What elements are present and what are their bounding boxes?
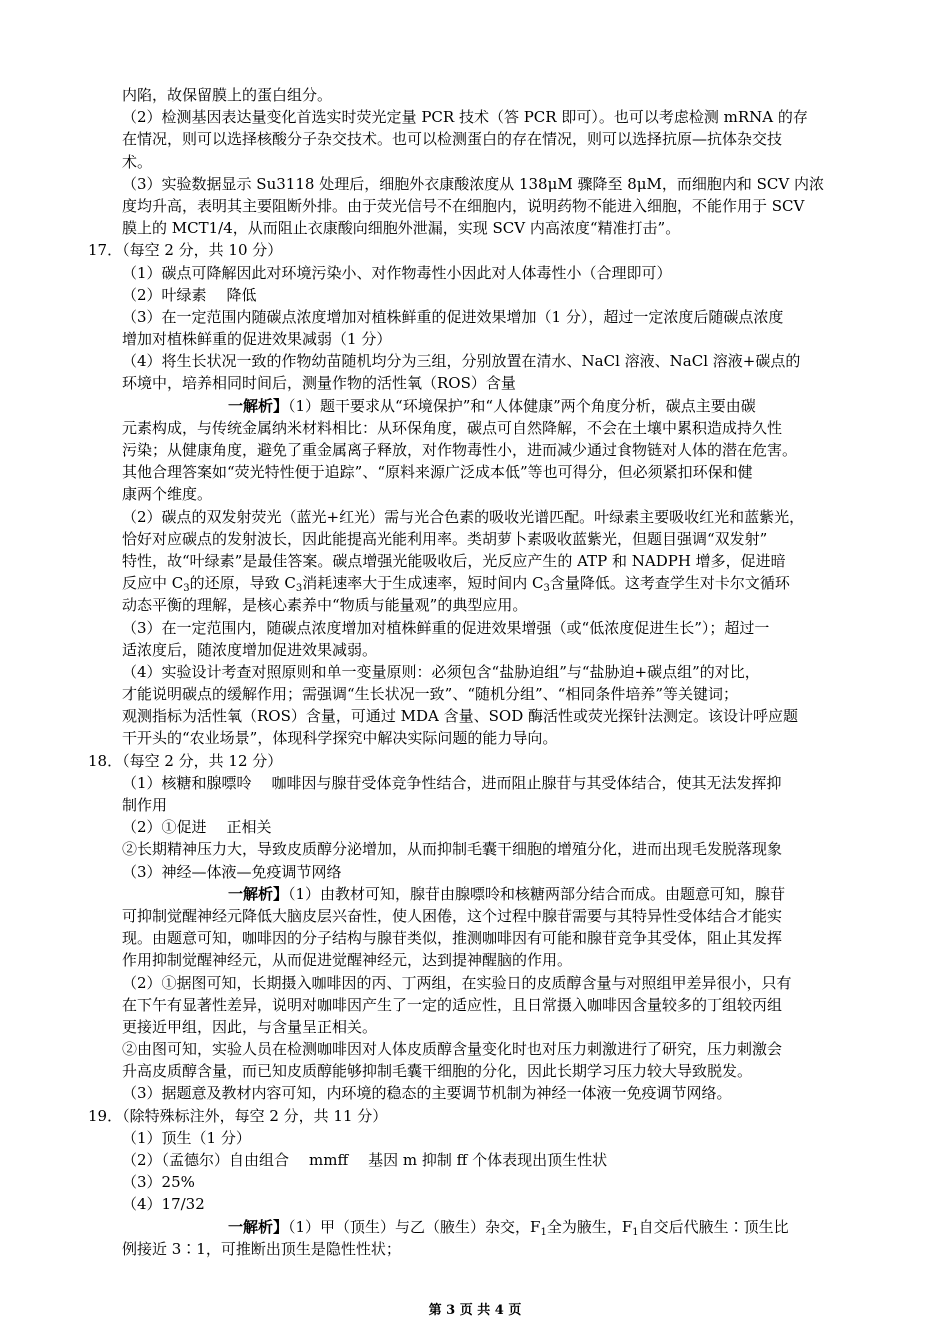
question-19-heading: 19．（除特殊标注外，每空 2 分，共 11 分）	[88, 1106, 388, 1125]
text-line: 污染；从健康角度，避免了重金属离子释放，对作物毒性小，进而减少通过食物链对人体的潜在危害。	[122, 441, 798, 459]
answer-part: （2）（孟德尔）自由组合	[122, 1151, 290, 1169]
text-line: 膜上的 MCT1/4，从而阻止衣康酸向细胞外泄漏，实现 SCV 内高浓度“精准打击”。	[122, 219, 681, 238]
analysis-line	[88, 395, 863, 417]
analysis-line	[88, 883, 863, 905]
text-line: （2）检测基因表达量变化首选实时荧光定量 PCR 技术（答 PCR 即可）。也可以考虑检测 mRNA 的存	[122, 108, 808, 127]
analysis-text: （1）由教材可知，腺苷由腺嘌呤和核糖两部分结合而成。由题意可知，腺苷	[288, 884, 786, 903]
text-line	[88, 1149, 863, 1171]
text-line: 增加对植株鲜重的促进效果减弱（1 分）	[122, 330, 392, 349]
text-line: （3）据题意及教材内容可知，内环境的稳态的主要调节机制为神经一体液一免疫调节网络。	[122, 1084, 732, 1103]
text-line: 作用抑制觉醒神经元，从而促进觉醒神经元，达到提神醒脑的作用。	[122, 951, 573, 970]
text-line: （3）实验数据显示 Su3118 处理后，细胞外衣康酸浓度从 138μM 骤降至 8μM，而细胞内和 SCV 内浓	[122, 174, 825, 193]
answer-body	[88, 84, 863, 1260]
text-line: （1）碳点可降解因此对环境污染小、对作物毒性小因此对人体毒性小（合理即可）	[122, 263, 672, 282]
text-line: 度均升高，表明其主要阻断外排。由于荧光信号不在细胞内，说明药物不能进入细胞，不能作用于 SCV	[122, 196, 805, 215]
answer-part: （2）①促进	[122, 818, 207, 837]
text-line: （3）25%	[122, 1173, 195, 1192]
answer-part: （2）叶绿素	[122, 285, 207, 304]
text-line: （2）①据图可知，长期摄入咖啡因的丙、丁两组，在实验日的皮质醇含量与对照组甲差异很小，只有	[122, 973, 792, 992]
text-line	[88, 772, 863, 794]
answer-part: （1）核糖和腺嘌呤	[122, 773, 252, 792]
text-line: 康两个维度。	[122, 485, 213, 504]
answer-part: 降低	[226, 285, 257, 304]
text-line: 在下午有显著性差异，说明对咖啡因产生了一定的适应性，且日常摄入咖啡因含量较多的丁组较丙组	[122, 995, 783, 1014]
text-line: 其他合理答案如“荧光特性便于追踪”、“原料来源广泛成本低”等也可得分，但必须紧扣环保和健	[122, 463, 753, 482]
text-line: 内陷，故保留膜上的蛋白组分。	[122, 86, 333, 104]
answer-part: 咖啡因与腺苷受体竞争性结合，进而阻止腺苷与其受体结合，使其无法发挥抑	[271, 773, 782, 792]
text-line: （1）顶生（1 分）	[122, 1128, 251, 1147]
text-line: 现。由题意可知，咖啡因的分子结构与腺苷类似，推测咖啡因有可能和腺苷竞争其受体，阻止其发挥	[122, 929, 783, 948]
analysis-line: 一解析】（1）甲（顶生）与乙（腋生）杂交，$F_1$全为腋生，$F_1$自交后代腋生∶顶生比	[228, 1217, 789, 1238]
text-line: 恰好对应碳点的发射波长，因此能提高光能利用率。类胡萝卜素吸收蓝紫光，但题目强调“双发射”	[122, 529, 768, 548]
text-line: （3）神经—体液—免疫调节网络	[122, 862, 342, 881]
text-line: （3）在一定范围内随碳点浓度增加对植株鲜重的促进效果增加（1 分），超过一定浓度后随碳点浓度	[122, 307, 784, 326]
analysis-text: （1）题干要求从“环境保护”和“人体健康”两个角度分析，碳点主要由碳	[288, 396, 756, 415]
text-line	[88, 816, 863, 838]
answer-part: 正相关	[226, 818, 272, 837]
text-line: （4）将生长状况一致的作物幼苗随机均分为三组，分别放置在清水、NaCl 溶液、NaCl 溶液+碳点的	[122, 352, 801, 371]
text-line: ②长期精神压力大，导致皮质醇分泌增加，从而抑制毛囊干细胞的增殖分化，进而出现毛发脱落现象	[122, 840, 783, 859]
text-line: 干开头的“农业场景”，体现科学探究中解决实际问题的能力导向。	[122, 729, 558, 748]
text-line: 环境中，培养相同时间后，测量作物的活性氧（ROS）含量	[122, 374, 516, 393]
text-line: （2）碳点的双发射荧光（蓝光+红光）需与光合色素的吸收光谱匹配。叶绿素主要吸收红光和蓝紫光，	[122, 507, 805, 526]
analysis-label: 一解析】	[228, 396, 289, 415]
text-line: （4）实验设计考查对照原则和单一变量原则：必须包含“盐胁迫组”与“盐胁迫+碳点组”的对比，	[122, 662, 760, 681]
text-line: 反应中 $C_3$的还原，导致 $C_3$消耗速率大于生成速率，短时间内 $C_3$含量降低。这考查学生对卡尔文循环	[122, 574, 790, 595]
text-line: 制作用	[122, 796, 168, 814]
answer-part: mmff	[309, 1151, 349, 1169]
page-footer: 第 3 页 共 4 页	[428, 1303, 522, 1318]
text-line: 元素构成，与传统金属纳米材料相比：从环保角度，碳点可自然降解，不会在土壤中累积造成持久性	[122, 418, 783, 437]
text-line: （4）17/32	[122, 1195, 205, 1214]
analysis-label: 一解析】	[228, 1217, 289, 1236]
text-line: 更接近甲组，因此，与含量呈正相关。	[122, 1017, 378, 1036]
question-18-heading: 18．（每空 2 分，共 12 分）	[88, 751, 283, 770]
text-line: （3）在一定范围内，随碳点浓度增加对植株鲜重的促进效果增强（或“低浓度促进生长”）；超过一	[122, 618, 770, 637]
text-line: 才能说明碳点的缓解作用；需强调“生长状况一致”、“随机分组”、“相同条件培养”等关键词；	[122, 685, 739, 704]
text-line: 升高皮质醇含量，而已知皮质醇能够抑制毛囊干细胞的分化，因此长期学习压力较大导致脱发。	[122, 1062, 753, 1081]
text-line: 术。	[122, 152, 153, 171]
text-line: 特性，故“叶绿素”是最佳答案。碳点增强光能吸收后，光反应产生的 ATP 和 NADPH 增多，促进暗	[122, 551, 786, 570]
text-line: 在情况，则可以选择核酸分子杂交技术。也可以检测蛋白的存在情况，则可以选择抗原—抗体杂交技	[122, 130, 783, 149]
text-line: 可抑制觉醒神经元降低大脑皮层兴奋性，使人困倦，这个过程中腺苷需要与其特异性受体结合才能实	[122, 906, 783, 925]
answer-part: 基因 m 抑制 ff 个体表现出顶生性状	[368, 1151, 608, 1169]
text-line: 动态平衡的理解，是核心素养中“物质与能量观”的典型应用。	[122, 596, 528, 615]
text-line: ②由图可知，实验人员在检测咖啡因对人体皮质醇含量变化时也对压力刺激进行了研究，压力刺激会	[122, 1040, 783, 1059]
analysis-label: 一解析】	[228, 884, 289, 903]
text-line: 例接近 3∶1，可推断出顶生是隐性性状；	[122, 1239, 401, 1258]
question-17-heading: 17．（每空 2 分，共 10 分）	[88, 241, 283, 260]
text-line: 适浓度后，随浓度增加促进效果减弱。	[122, 640, 378, 659]
text-line: 观测指标为活性氧（ROS）含量，可通过 MDA 含量、SOD 酶活性或荧光探针法测定。该设计呼应题	[122, 707, 798, 726]
text-line	[88, 284, 863, 306]
